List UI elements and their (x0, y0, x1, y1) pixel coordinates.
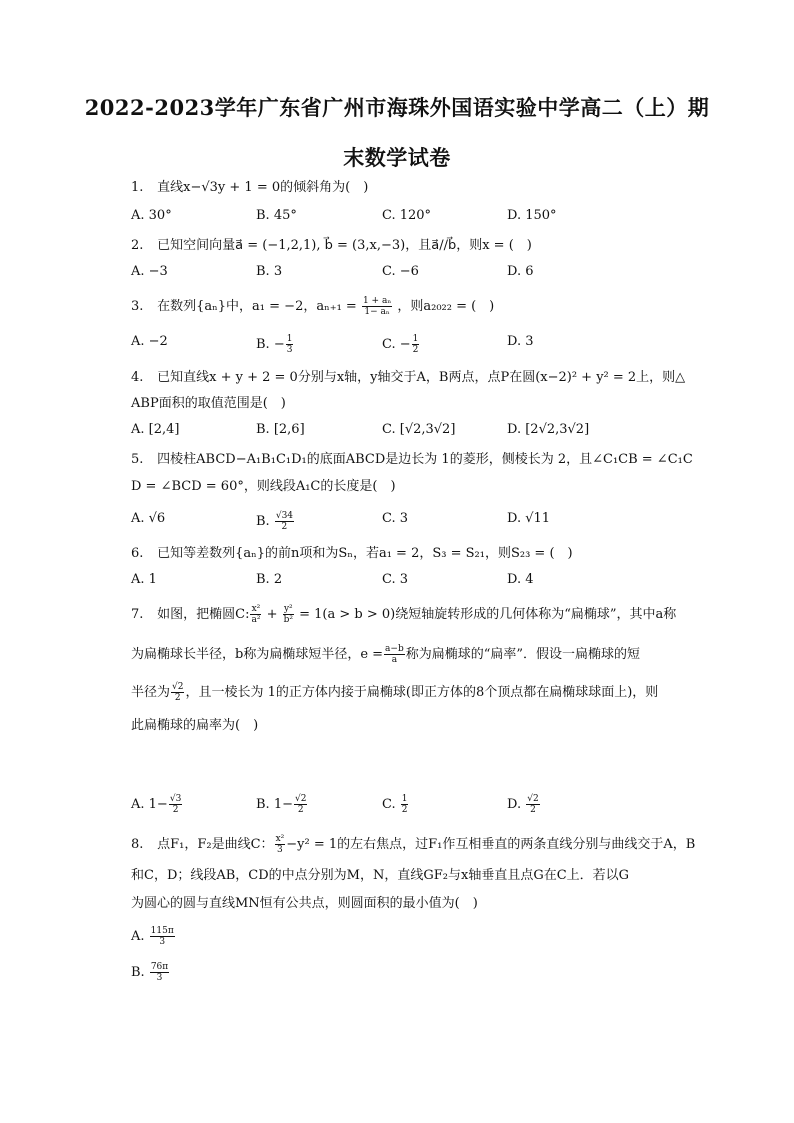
option-d[interactable]: D. [2√2,3√2] (507, 422, 590, 437)
question-4-options (131, 422, 731, 442)
exam-title-line2: 末数学试卷 (343, 145, 451, 170)
question-2 (131, 236, 721, 256)
option-b[interactable]: B. − $\frac{1}{3}$ (256, 334, 293, 355)
option-c[interactable]: C. 3 (382, 572, 409, 587)
option-b[interactable]: B. 1− $\frac{√2}{2}$ (256, 794, 307, 815)
option-c[interactable]: C. $\frac{1}{2}$ (382, 794, 408, 815)
option-c[interactable]: C. −6 (382, 264, 419, 279)
question-text: 四棱柱ABCD−A₁B₁C₁D₁的底面ABCD是边长为 1的菱形，侧棱长为 2，且∠C₁CB = ∠C₁C (157, 452, 693, 467)
question-8-continued: 和C，D；线段AB，CD的中点分别为M，N，直线GF₂与x轴垂直且点G在C上．若以G (131, 868, 630, 883)
option-b[interactable]: B. 3 (256, 264, 283, 279)
question-2-options (131, 264, 731, 284)
question-text: 如图，把椭圆C: (157, 607, 250, 622)
fraction: $\frac{√2}{2}$ (172, 682, 184, 703)
question-text: 直线x−√3y + 1 = 0的倾斜角为( ) (157, 180, 369, 195)
question-4 (131, 368, 721, 388)
question-6 (131, 544, 721, 564)
question-7-options (131, 794, 731, 814)
question-text: 已知等差数列{aₙ}的前n项和为Sₙ，若a₁ = 2，S₃ = S₂₁，则S₂₃ = ( ) (157, 546, 573, 561)
option-a[interactable]: A. 1− $\frac{√3}{2}$ (131, 794, 182, 815)
question-text: 在数列{aₙ}中，a₁ = −2，aₙ₊₁ = (157, 299, 357, 314)
fraction: $\frac{\text{x²}}{3}$ (275, 834, 285, 855)
option-c[interactable]: C. [√2,3√2] (382, 422, 456, 437)
question-7-continued: 此扁椭球的扁率为( ) (131, 718, 259, 733)
question-number: 3. (131, 299, 144, 314)
question-number: 1. (131, 180, 144, 195)
option-d[interactable]: D. √11 (507, 511, 551, 526)
option-b[interactable]: B. $\frac{√34}{2}$ (256, 511, 294, 532)
option-c[interactable]: C. 3 (382, 511, 409, 526)
option-b[interactable]: B. $\frac{76\pi}{3}$ (131, 962, 169, 983)
question-4-continued: ABP面积的取值范围是( ) (131, 396, 286, 411)
question-3-options (131, 334, 731, 354)
fraction: $\frac{\text{1 + aₙ}}{\text{1− aₙ}}$ (362, 296, 392, 317)
question-number: 2. (131, 238, 144, 253)
option-a[interactable]: A. √6 (131, 511, 166, 526)
question-5-continued: D = ∠BCD = 60°，则线段A₁C的长度是( ) (131, 479, 396, 494)
option-c[interactable]: C. 120° (382, 208, 432, 223)
option-d[interactable]: D. 4 (507, 572, 534, 587)
question-text: 点F₁，F₂是曲线C： (157, 837, 274, 852)
question-7-continued: 为扁椭球长半径，b称为扁椭球短半径，e = $\frac{a-b}{a}$ 称为扁椭球的“扁率”．假设一扁椭球的短 (131, 644, 641, 665)
option-d[interactable]: D. 3 (507, 334, 534, 349)
question-text: 已知直线x + y + 2 = 0分别与x轴，y轴交于A，B两点，点P在圆(x−2)² + y² = 2上，则△ (157, 370, 686, 385)
question-number: 5. (131, 452, 144, 467)
option-a[interactable]: A. −3 (131, 264, 168, 279)
option-d[interactable]: D. 6 (507, 264, 534, 279)
question-text: 已知空间向量a⃗ = (−1,2,1), b⃗ = (3,x,−3)，且a⃗//b⃗，则x = ( ) (157, 238, 532, 253)
fraction: $\frac{\text{y²}}{\text{b²}}$ (283, 604, 293, 625)
question-1-options (131, 208, 731, 228)
option-a[interactable]: A. $\frac{115\pi}{3}$ (131, 926, 174, 947)
question-8 (131, 834, 721, 855)
question-1 (131, 178, 721, 198)
question-7: 7. 如图，把椭圆C: $\frac{\text{x²}}{\text{a²}}$ + $\frac{\text{y²}}{\text{b²}}$ = 1(a > b > 0)绕短轴旋转形成的几何体称为“扁椭球”，其中a称 (131, 604, 677, 625)
question-number: 4. (131, 370, 144, 385)
question-text: −y² = 1的左右焦点，过F₁作互相垂直的两条直线分别与曲线交于A，B (286, 837, 696, 852)
option-b[interactable]: B. 2 (256, 572, 283, 587)
option-a[interactable]: A. −2 (131, 334, 168, 349)
question-text: ，则a₂₀₂₂ = ( ) (397, 299, 495, 314)
option-d[interactable]: D. 150° (507, 208, 557, 223)
question-number: 7. (131, 607, 144, 622)
question-text: = 1(a > b > 0)绕短轴旋转形成的几何体称为“扁椭球”，其中a称 (295, 607, 677, 622)
question-6-options (131, 572, 731, 592)
option-b[interactable]: B. [2,6] (256, 422, 305, 437)
exam-title-line1: 2022-2023学年广东省广州市海珠外国语实验中学高二（上）期 (84, 95, 710, 120)
fraction: $\frac{\text{x²}}{\text{a²}}$ (251, 604, 261, 625)
option-c[interactable]: C. − $\frac{1}{2}$ (382, 334, 419, 355)
question-7-continued: 半径为 $\frac{√2}{2}$ ，且一棱长为 1的正方体内接于扁椭球(即正方体的8个顶点都在扁椭球球面上)，则 (131, 682, 659, 703)
option-a[interactable]: A. 1 (131, 572, 157, 587)
option-a[interactable]: A. [2,4] (131, 422, 180, 437)
question-number: 8. (131, 837, 144, 852)
question-5-options (131, 511, 731, 531)
option-d[interactable]: D. $\frac{√2}{2}$ (507, 794, 539, 815)
question-3 (131, 296, 721, 317)
fraction: $\frac{a-b}{a}$ (385, 644, 404, 665)
option-b[interactable]: B. 45° (256, 208, 297, 223)
question-5 (131, 450, 721, 470)
option-a[interactable]: A. 30° (131, 208, 172, 223)
question-8-continued: 为圆心的圆与直线MN恒有公共点，则圆面积的最小值为( ) (131, 896, 478, 911)
question-number: 6. (131, 546, 144, 561)
